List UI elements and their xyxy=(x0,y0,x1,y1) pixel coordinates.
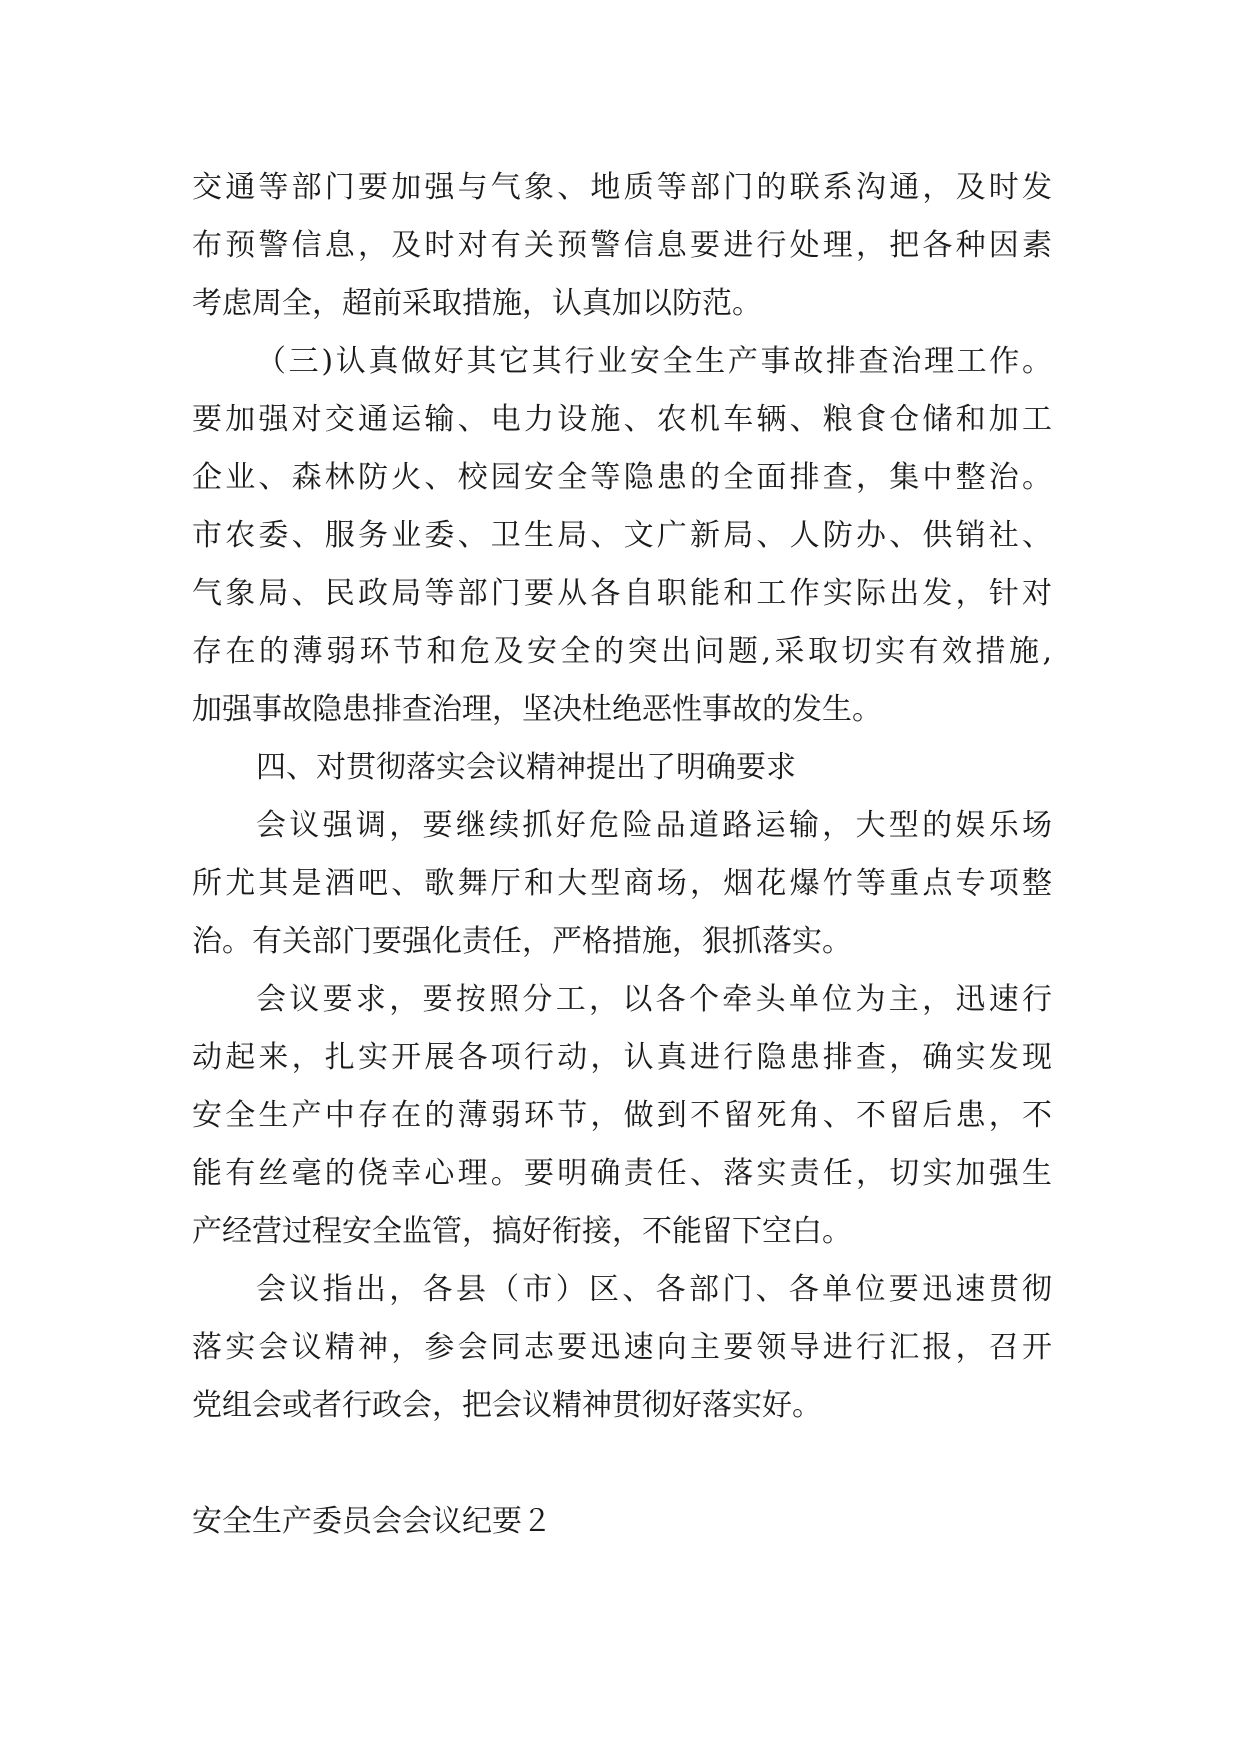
text-line: 安全生产中存在的薄弱环节，做到不留死角、不留后患，不 xyxy=(192,1098,1052,1133)
text-line: 布预警信息，及时对有关预警信息要进行处理，把各种因素 xyxy=(192,228,1052,263)
text-line: 产经营过程安全监管，搞好衔接，不能留下空白。 xyxy=(192,1214,852,1249)
text-line: 要加强对交通运输、电力设施、农机车辆、粮食仓储和加工 xyxy=(192,402,1052,437)
document-title: 安全生产委员会会议纪要２ xyxy=(192,1504,552,1539)
text-line: 加强事故隐患排查治理，坚决杜绝恶性事故的发生。 xyxy=(192,692,882,727)
text-line: 能有丝毫的侥幸心理。要明确责任、落实责任，切实加强生 xyxy=(192,1156,1052,1191)
text-line: 会议强调，要继续抓好危险品道路运输，大型的娱乐场 xyxy=(256,808,1052,843)
text-line: 交通等部门要加强与气象、地质等部门的联系沟通，及时发 xyxy=(192,170,1052,205)
text-line: 气象局、民政局等部门要从各自职能和工作实际出发，针对 xyxy=(192,576,1052,611)
text-line: 市农委、服务业委、卫生局、文广新局、人防办、供销社、 xyxy=(192,518,1052,553)
text-line: 动起来，扎实开展各项行动，认真进行隐患排查，确实发现 xyxy=(192,1040,1052,1075)
text-line: 存在的薄弱环节和危及安全的突出问题,采取切实有效措施, xyxy=(192,634,1052,669)
text-line: 治。有关部门要强化责任，严格措施，狠抓落实。 xyxy=(192,924,852,959)
section-heading: （三)认真做好其它其行业安全生产事故排查治理工作。 xyxy=(256,344,1052,379)
text-line: 考虑周全，超前采取措施，认真加以防范。 xyxy=(192,286,762,321)
text-line: 会议指出，各县（市）区、各部门、各单位要迅速贯彻 xyxy=(256,1272,1052,1307)
section-heading: 四、对贯彻落实会议精神提出了明确要求 xyxy=(256,750,796,785)
text-line: 企业、森林防火、校园安全等隐患的全面排查，集中整治。 xyxy=(192,460,1052,495)
text-line: 所尤其是酒吧、歌舞厅和大型商场，烟花爆竹等重点专项整 xyxy=(192,866,1052,901)
text-line: 党组会或者行政会，把会议精神贯彻好落实好。 xyxy=(192,1388,822,1423)
text-line: 会议要求，要按照分工，以各个牵头单位为主，迅速行 xyxy=(256,982,1052,1017)
text-line: 落实会议精神，参会同志要迅速向主要领导进行汇报，召开 xyxy=(192,1330,1052,1365)
